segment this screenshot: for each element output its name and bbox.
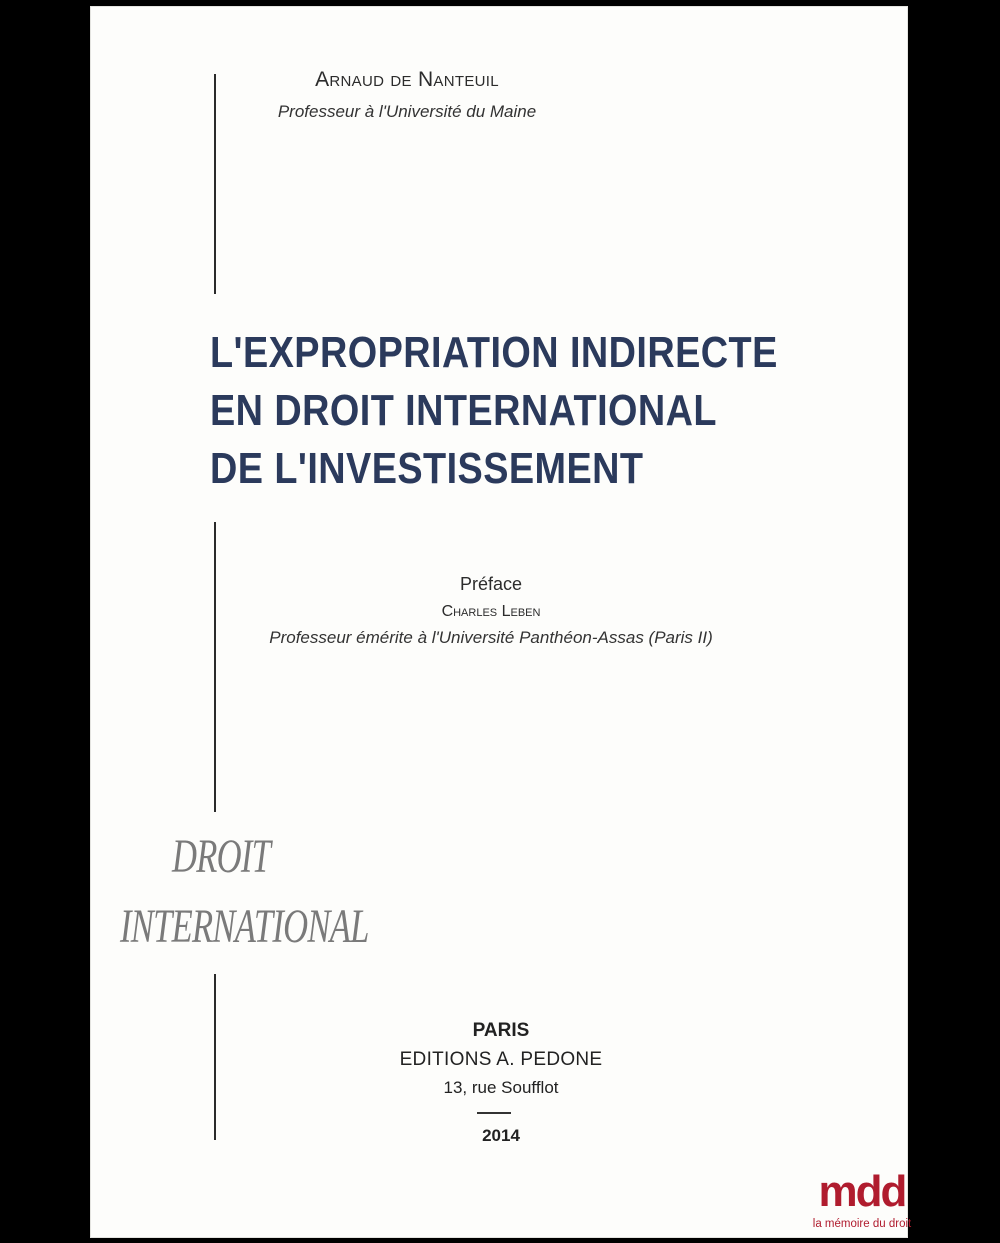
title-line: L'EXPROPRIATION INDIRECTE xyxy=(210,328,778,377)
author-name: Arnaud de Nanteuil xyxy=(315,68,499,91)
publisher-address: 13, rue Soufflot xyxy=(443,1078,559,1097)
preface-label: Préface xyxy=(459,574,523,594)
publisher-divider xyxy=(477,1112,511,1114)
publication-year: 2014 xyxy=(482,1126,520,1145)
publisher-name: EDITIONS A. PEDONE xyxy=(399,1049,603,1070)
logo-tagline: la mémoire du droit xyxy=(812,1218,912,1230)
author-affiliation: Professeur à l'Université du Maine xyxy=(277,102,537,121)
collection-name-line: INTERNATIONAL xyxy=(120,900,369,953)
collection-name-line: DROIT xyxy=(172,830,271,883)
logo-mark: mdd xyxy=(818,1167,906,1216)
preface-author: Charles Leben xyxy=(441,603,541,620)
margin-rule xyxy=(214,522,216,812)
book-title xyxy=(210,324,795,498)
preface-affiliation: Professeur émérite à l'Université Panthéon-Assas (Paris II) xyxy=(269,628,713,647)
title-line: EN DROIT INTERNATIONAL xyxy=(210,386,717,435)
publisher-city: PARIS xyxy=(472,1020,530,1041)
watermark-logo xyxy=(812,1168,912,1243)
title-line: DE L'INVESTISSEMENT xyxy=(210,444,644,493)
book-cover xyxy=(90,6,908,1238)
